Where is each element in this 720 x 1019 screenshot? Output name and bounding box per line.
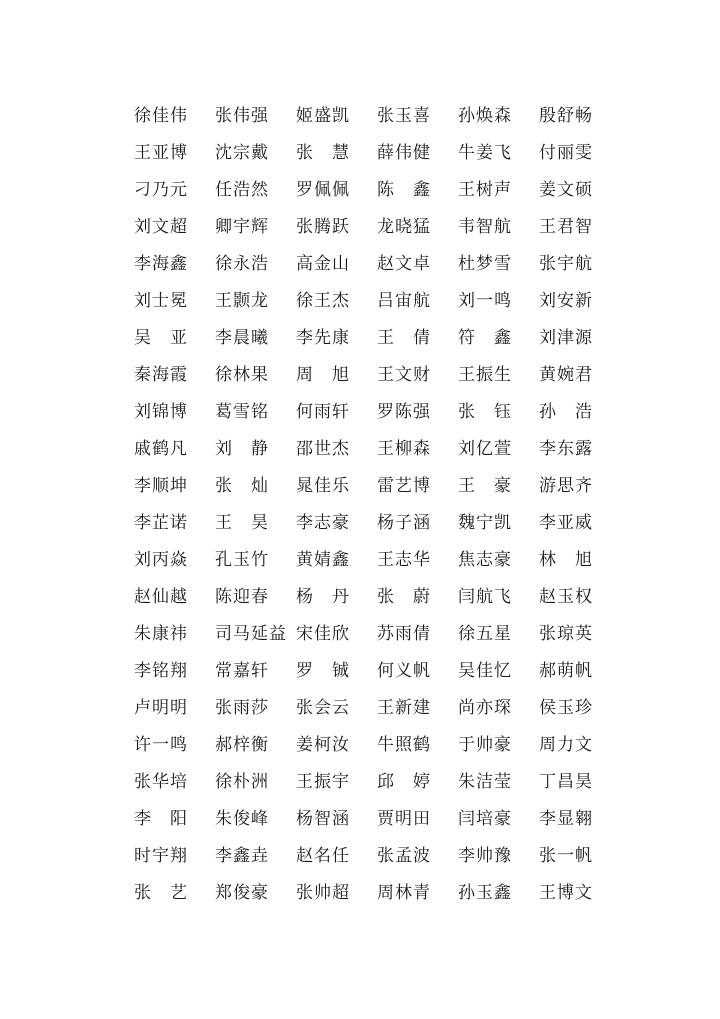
name-row: [134, 764, 614, 801]
name-entry: 朱洁莹: [458, 772, 512, 792]
name-entry: 尚亦琛: [458, 698, 512, 718]
name-entry: 游思齐: [539, 476, 593, 496]
name-entry: 葛雪铭: [215, 402, 269, 422]
name-row: [134, 579, 614, 616]
name-entry: 魏宁凯: [458, 513, 512, 533]
name-row: [134, 505, 614, 542]
name-row: [134, 838, 614, 875]
name-entry: 王颢龙: [215, 291, 269, 311]
name-entry: 王 昊: [215, 513, 269, 533]
name-entry: 王君智: [539, 217, 593, 237]
name-entry: 张 钰: [458, 402, 512, 422]
name-entry: 吴 亚: [134, 328, 188, 348]
name-entry: 周林青: [377, 883, 431, 903]
name-entry: 刘锦博: [134, 402, 188, 422]
name-entry: 许一鸣: [134, 735, 188, 755]
name-entry: 赵玉权: [539, 587, 593, 607]
name-entry: 王亚博: [134, 143, 188, 163]
name-entry: 姜文硕: [539, 180, 593, 200]
name-entry: 刁乃元: [134, 180, 188, 200]
name-entry: 朱康祎: [134, 624, 188, 644]
name-entry: 张 灿: [215, 476, 269, 496]
name-entry: 陈迎春: [215, 587, 269, 607]
name-row: [134, 283, 614, 320]
name-entry: 李志豪: [296, 513, 350, 533]
name-entry: 张孟波: [377, 846, 431, 866]
name-entry: 李铭翔: [134, 661, 188, 681]
name-row: [134, 357, 614, 394]
name-entry: 姬盛凯: [296, 106, 350, 126]
name-entry: 李晨曦: [215, 328, 269, 348]
name-entry: 徐林果: [215, 365, 269, 385]
name-entry: 戚鹤凡: [134, 439, 188, 459]
name-entry: 徐五星: [458, 624, 512, 644]
name-entry: 李帅豫: [458, 846, 512, 866]
name-entry: 邵世杰: [296, 439, 350, 459]
name-entry: 宋佳欣: [296, 624, 350, 644]
name-entry: 李亚威: [539, 513, 593, 533]
name-entry: 何雨轩: [296, 402, 350, 422]
name-entry: 王振宇: [296, 772, 350, 792]
name-entry: 孙玉鑫: [458, 883, 512, 903]
name-entry: 焦志豪: [458, 550, 512, 570]
name-entry: 罗陈强: [377, 402, 431, 422]
name-entry: 陈 鑫: [377, 180, 431, 200]
name-row: [134, 431, 614, 468]
name-row: [134, 172, 614, 209]
name-entry: 杜梦雪: [458, 254, 512, 274]
name-entry: 牛姜飞: [458, 143, 512, 163]
name-entry: 沈宗戴: [215, 143, 269, 163]
name-entry: 王树声: [458, 180, 512, 200]
name-entry: 张 慧: [296, 143, 350, 163]
name-entry: 张 蔚: [377, 587, 431, 607]
name-entry: 孔玉竹: [215, 550, 269, 570]
name-entry: 孙 浩: [539, 402, 593, 422]
name-entry: 时宇翔: [134, 846, 188, 866]
name-entry: 姜柯汝: [296, 735, 350, 755]
name-row: [134, 690, 614, 727]
name-entry: 薛伟健: [377, 143, 431, 163]
name-entry: 付丽雯: [539, 143, 593, 163]
name-entry: 吕宙航: [377, 291, 431, 311]
name-row: [134, 801, 614, 838]
name-entry: 李显翱: [539, 809, 593, 829]
name-row: [134, 653, 614, 690]
name-entry: 徐永浩: [215, 254, 269, 274]
name-entry: 司马延益: [215, 624, 287, 644]
name-entry: 王志华: [377, 550, 431, 570]
name-entry: 朱俊峰: [215, 809, 269, 829]
name-entry: 王 倩: [377, 328, 431, 348]
name-entry: 秦海霞: [134, 365, 188, 385]
name-entry: 丁昌昊: [539, 772, 593, 792]
name-entry: 张会云: [296, 698, 350, 718]
name-entry: 张玉喜: [377, 106, 431, 126]
name-entry: 卿宇辉: [215, 217, 269, 237]
name-entry: 侯玉珍: [539, 698, 593, 718]
name-entry: 邱 婷: [377, 772, 431, 792]
name-entry: 晁佳乐: [296, 476, 350, 496]
name-entry: 徐朴洲: [215, 772, 269, 792]
name-entry: 王振生: [458, 365, 512, 385]
name-entry: 张伟强: [215, 106, 269, 126]
name-entry: 刘丙焱: [134, 550, 188, 570]
name-entry: 徐王杰: [296, 291, 350, 311]
name-row: [134, 98, 614, 135]
name-entry: 殷舒畅: [539, 106, 593, 126]
name-entry: 张宇航: [539, 254, 593, 274]
name-entry: 闫培豪: [458, 809, 512, 829]
name-entry: 郝萌帆: [539, 661, 593, 681]
name-entry: 刘士冕: [134, 291, 188, 311]
name-row: [134, 246, 614, 283]
name-entry: 赵仙越: [134, 587, 188, 607]
name-row: [134, 616, 614, 653]
name-entry: 刘 静: [215, 439, 269, 459]
name-list: [134, 98, 614, 912]
name-row: [134, 394, 614, 431]
name-entry: 卢明明: [134, 698, 188, 718]
name-entry: 李 阳: [134, 809, 188, 829]
name-entry: 王文财: [377, 365, 431, 385]
name-entry: 刘安新: [539, 291, 593, 311]
name-entry: 吴佳忆: [458, 661, 512, 681]
name-entry: 周 旭: [296, 365, 350, 385]
name-entry: 常嘉轩: [215, 661, 269, 681]
name-entry: 杨 丹: [296, 587, 350, 607]
name-entry: 张一帆: [539, 846, 593, 866]
name-row: [134, 468, 614, 505]
name-entry: 刘亿萱: [458, 439, 512, 459]
name-entry: 牛照鹤: [377, 735, 431, 755]
name-entry: 王柳森: [377, 439, 431, 459]
name-entry: 郑俊豪: [215, 883, 269, 903]
name-entry: 王博文: [539, 883, 593, 903]
name-entry: 郝梓衡: [215, 735, 269, 755]
name-entry: 李东露: [539, 439, 593, 459]
name-entry: 黄婧鑫: [296, 550, 350, 570]
name-entry: 王新建: [377, 698, 431, 718]
name-entry: 何义帆: [377, 661, 431, 681]
name-entry: 徐佳伟: [134, 106, 188, 126]
name-entry: 刘一鸣: [458, 291, 512, 311]
name-entry: 周力文: [539, 735, 593, 755]
name-entry: 杨子涵: [377, 513, 431, 533]
name-entry: 于帅豪: [458, 735, 512, 755]
name-entry: 孙焕森: [458, 106, 512, 126]
name-entry: 李芷诺: [134, 513, 188, 533]
name-entry: 龙晓猛: [377, 217, 431, 237]
name-row: [134, 875, 614, 912]
name-entry: 符 鑫: [458, 328, 512, 348]
name-entry: 张华培: [134, 772, 188, 792]
name-entry: 高金山: [296, 254, 350, 274]
name-row: [134, 209, 614, 246]
name-entry: 任浩然: [215, 180, 269, 200]
name-entry: 张 艺: [134, 883, 188, 903]
name-entry: 韦智航: [458, 217, 512, 237]
name-entry: 林 旭: [539, 550, 593, 570]
name-entry: 张琼英: [539, 624, 593, 644]
name-entry: 罗佩佩: [296, 180, 350, 200]
name-entry: 罗 铖: [296, 661, 350, 681]
name-entry: 张腾跃: [296, 217, 350, 237]
name-row: [134, 542, 614, 579]
name-entry: 王 豪: [458, 476, 512, 496]
name-entry: 黄婉君: [539, 365, 593, 385]
name-entry: 雷艺博: [377, 476, 431, 496]
name-entry: 李先康: [296, 328, 350, 348]
name-entry: 杨智涵: [296, 809, 350, 829]
name-row: [134, 135, 614, 172]
name-entry: 张帅超: [296, 883, 350, 903]
name-entry: 张雨莎: [215, 698, 269, 718]
name-entry: 刘津源: [539, 328, 593, 348]
name-entry: 赵名任: [296, 846, 350, 866]
name-entry: 贾明田: [377, 809, 431, 829]
name-entry: 李顺坤: [134, 476, 188, 496]
name-entry: 李海鑫: [134, 254, 188, 274]
name-entry: 苏雨倩: [377, 624, 431, 644]
name-entry: 刘文超: [134, 217, 188, 237]
name-entry: 闫航飞: [458, 587, 512, 607]
name-entry: 李鑫垚: [215, 846, 269, 866]
name-row: [134, 727, 614, 764]
name-entry: 赵文卓: [377, 254, 431, 274]
name-row: [134, 320, 614, 357]
